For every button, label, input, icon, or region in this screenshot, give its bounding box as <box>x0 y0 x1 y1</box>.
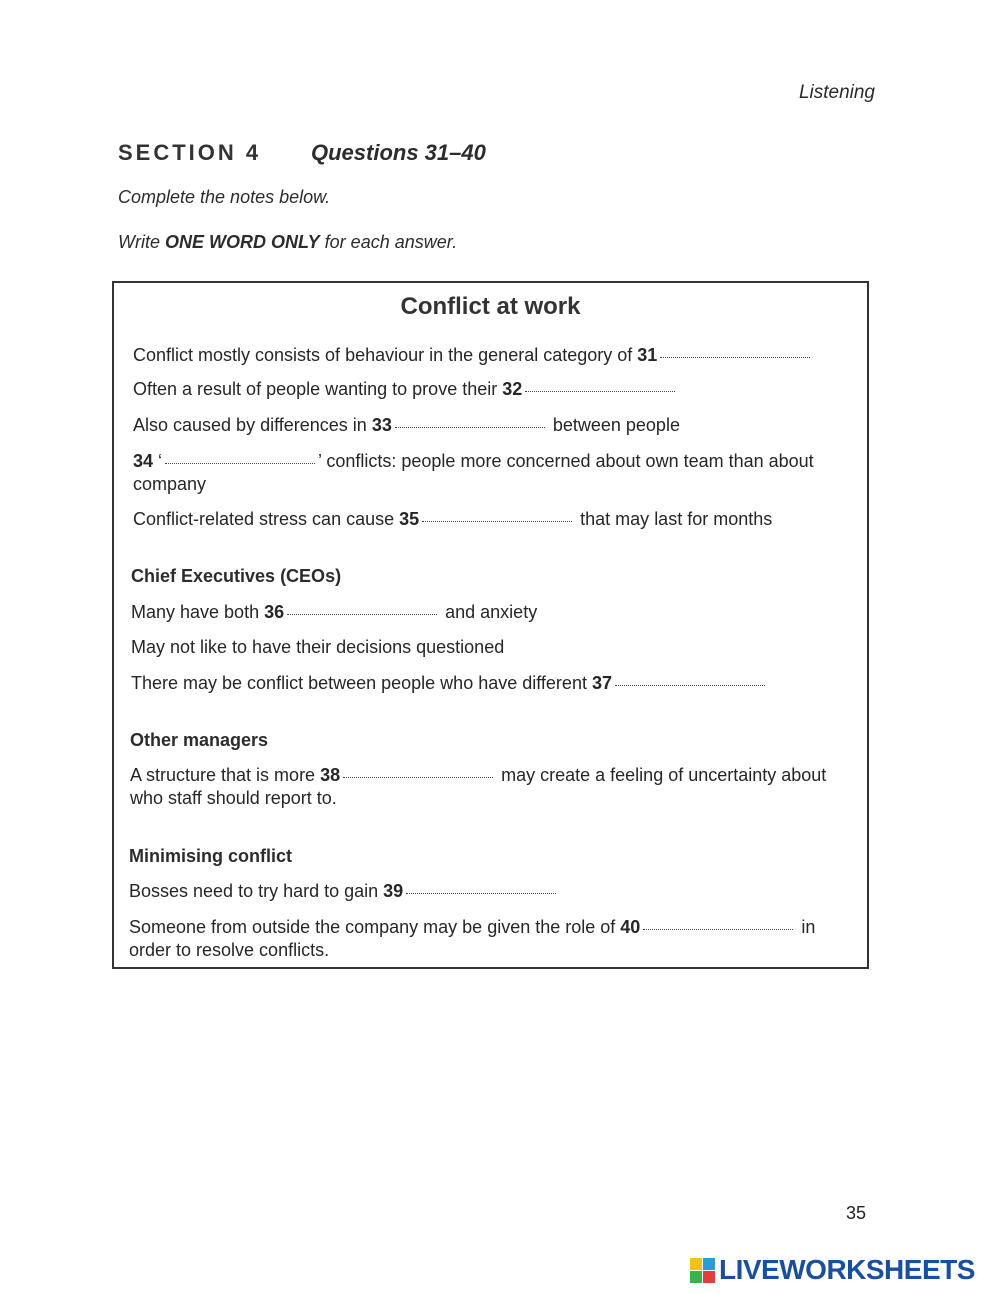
word-limit: ONE WORD ONLY <box>165 232 320 252</box>
answer-blank-39[interactable] <box>406 892 556 894</box>
note-item-ceo-decisions: May not like to have their decisions questioned <box>131 637 505 657</box>
questions-range: Questions 31–40 <box>311 140 486 165</box>
liveworksheets-logo[interactable] <box>690 1254 975 1286</box>
note-item-33: Also caused by differences in 33 between people <box>133 415 680 435</box>
section-header: Listening <box>798 82 875 103</box>
section-heading <box>118 140 486 166</box>
instruction-line-1: Complete the notes below. <box>118 187 331 207</box>
answer-blank-32[interactable] <box>525 390 675 392</box>
instruction-line-2: Write ONE WORD ONLY for each answer. <box>118 232 458 252</box>
brand-icon <box>690 1258 715 1283</box>
answer-blank-37[interactable] <box>615 684 765 686</box>
note-item-32: Often a result of people wanting to prove their 32 <box>133 378 678 401</box>
minimising-heading: Minimising conflict <box>129 846 293 866</box>
answer-blank-40[interactable] <box>643 928 793 930</box>
note-item-40: Someone from outside the company may be given the role of 40 in order to resolve conflicts. <box>129 917 816 960</box>
managers-heading: Other managers <box>130 730 269 750</box>
brand-name: LIVEWORKSHEETS <box>719 1254 975 1285</box>
answer-blank-34[interactable] <box>165 462 315 464</box>
section-label: SECTION 4 <box>118 140 262 165</box>
note-item-34: 34 ‘ ’ conflicts: people more concerned about own team than about company <box>133 451 814 494</box>
answer-blank-33[interactable] <box>395 426 545 428</box>
notes-title: Conflict at work <box>400 293 581 320</box>
answer-blank-35[interactable] <box>422 520 572 522</box>
note-item-39: Bosses need to try hard to gain 39 <box>129 880 559 903</box>
note-item-31: Conflict mostly consists of behaviour in the general category of 31 <box>133 344 813 367</box>
notes-box <box>112 281 869 969</box>
note-item-37: There may be conflict between people who have different 37 <box>131 672 768 695</box>
answer-blank-36[interactable] <box>287 613 437 615</box>
ceo-heading: Chief Executives (CEOs) <box>131 566 342 586</box>
note-item-38: A structure that is more 38 may create a feeling of uncertainty about who staff should report to. <box>130 765 827 808</box>
page-number: 35 <box>846 1203 867 1223</box>
answer-blank-38[interactable] <box>343 776 493 778</box>
answer-blank-31[interactable] <box>660 356 810 358</box>
note-item-36: Many have both 36 and anxiety <box>131 602 538 622</box>
note-item-35: Conflict-related stress can cause 35 that may last for months <box>133 509 773 529</box>
